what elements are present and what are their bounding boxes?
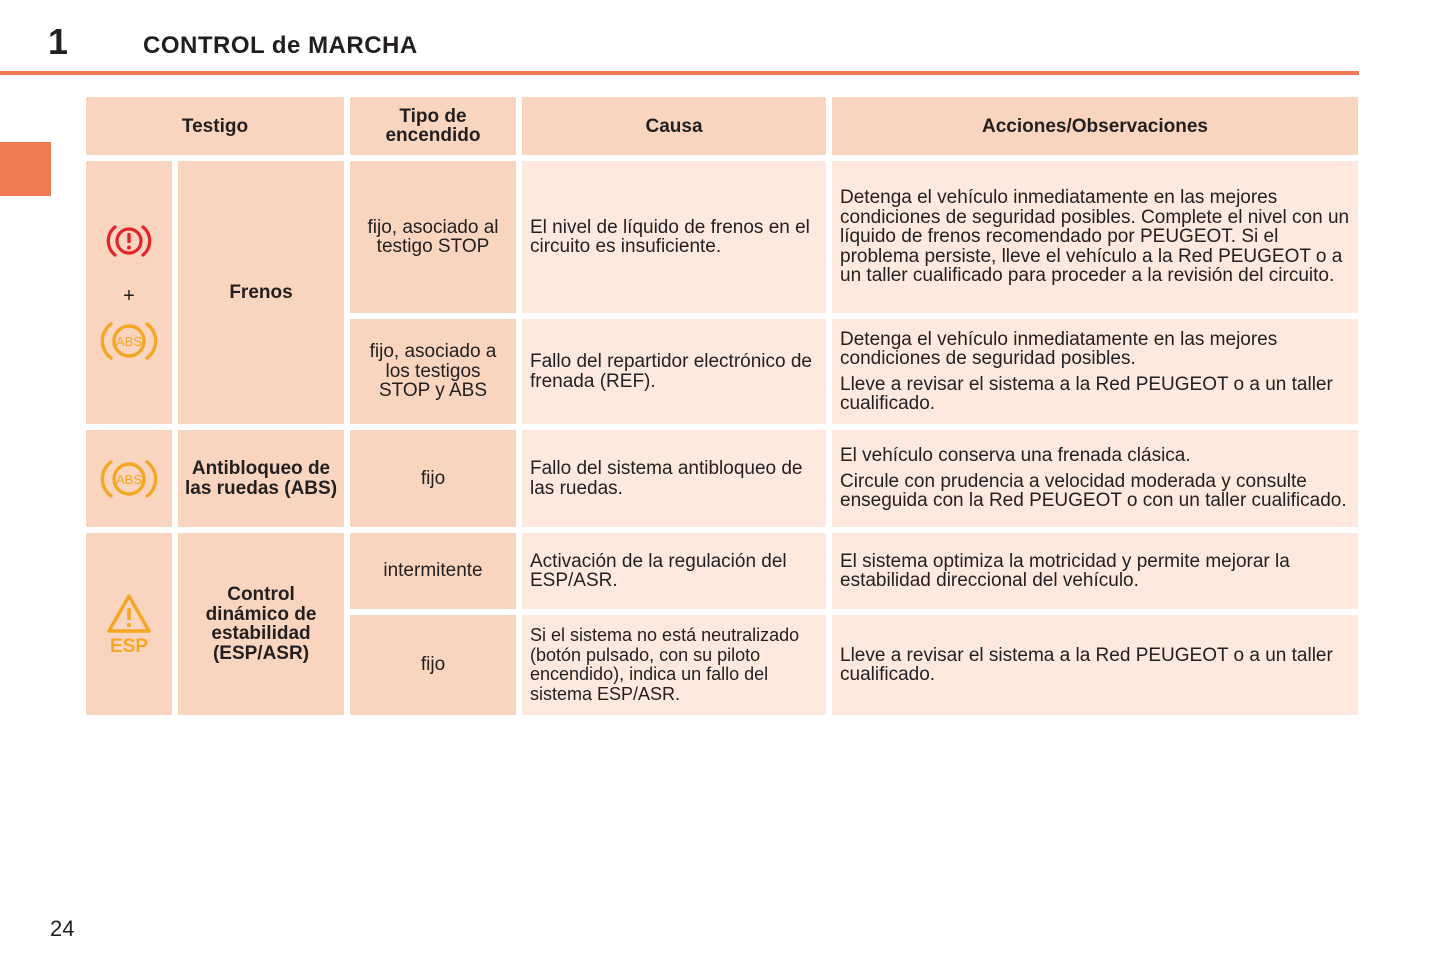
frenos-icon-cell <box>86 161 172 424</box>
abs-warning-icon <box>99 318 159 364</box>
esp-row2-tipo: fijo <box>350 615 516 715</box>
esp-row1-causa: Activación de la regulación del ESP/ASR. <box>522 533 826 609</box>
frenos-row1-acciones <box>832 161 1358 313</box>
frenos-label: Frenos <box>178 161 344 424</box>
acciones-text: Lleve a revisar el sistema a la Red PEUGEOT o a un taller cualificado. <box>840 644 1333 685</box>
header-tipo: Tipo de encendido <box>350 97 516 155</box>
abs-icon-label: ABS <box>115 334 143 350</box>
header-causa: Causa <box>522 97 826 155</box>
page-title: CONTROL de MARCHA <box>143 32 418 59</box>
frenos-row2-acciones <box>832 319 1358 424</box>
abs-row1-acciones <box>832 430 1358 527</box>
brake-warning-icon <box>104 221 154 261</box>
header-rule <box>0 71 1359 75</box>
acciones-text: Lleve a revisar el sistema a la Red PEUGEOT o a un taller cualificado. <box>840 373 1333 414</box>
abs-label: Antibloqueo de las ruedas (ABS) <box>178 430 344 527</box>
abs-icon-label: ABS <box>115 471 143 487</box>
header-acciones: Acciones/Observaciones <box>832 97 1358 155</box>
acciones-text: Circule con prudencia a velocidad moderada y consulte enseguida con la Red PEUGEOT o con un taller cualificado. <box>840 470 1347 512</box>
frenos-row1-causa: El nivel de líquido de frenos en el circuito es insuficiente. <box>522 161 826 313</box>
esp-warning-icon <box>104 593 154 655</box>
frenos-row1-tipo: fijo, asociado al testigo STOP <box>350 161 516 313</box>
acciones-text: Detenga el vehículo inmediatamente en las mejores condiciones de seguridad posibles. Complete el nivel con un líquido de frenos recomendado por PEUGEOT. Si el problema persiste, lleve el vehículo a la Red PEUGEOT o a un taller cualificado para proceder a la revisión del circuito. <box>840 187 1350 287</box>
page-number: 24 <box>50 916 75 941</box>
esp-icon-cell <box>86 533 172 715</box>
abs-icon-cell <box>86 430 172 527</box>
acciones-text: El sistema optimiza la motricidad y permite mejorar la estabilidad direccional del vehículo. <box>840 550 1290 591</box>
esp-row2-causa: Si el sistema no está neutralizado (botón pulsado, con su piloto encendido), indica un fallo del sistema ESP/ASR. <box>522 615 826 715</box>
esp-icon-label: ESP <box>109 636 149 655</box>
header-testigo: Testigo <box>86 97 344 155</box>
esp-row1-tipo: intermitente <box>350 533 516 609</box>
esp-row2-acciones <box>832 615 1358 715</box>
acciones-text: El vehículo conserva una frenada clásica. <box>840 445 1191 467</box>
frenos-row2-tipo: fijo, asociado a los testigos STOP y ABS <box>350 319 516 424</box>
plus-sign: + <box>123 284 135 307</box>
chapter-number: 1 <box>48 21 69 62</box>
esp-label: Control dinámico de estabilidad (ESP/ASR) <box>178 533 344 715</box>
acciones-text: Detenga el vehículo inmediatamente en las mejores condiciones de seguridad posibles. <box>840 328 1278 369</box>
abs-row1-causa: Fallo del sistema antibloqueo de las ruedas. <box>522 430 826 527</box>
esp-row1-acciones <box>832 533 1358 609</box>
frenos-row2-causa: Fallo del repartidor electrónico de frenada (REF). <box>522 319 826 424</box>
chapter-side-tab <box>0 142 51 196</box>
abs-row1-tipo: fijo <box>350 430 516 527</box>
abs-warning-icon <box>99 456 159 502</box>
